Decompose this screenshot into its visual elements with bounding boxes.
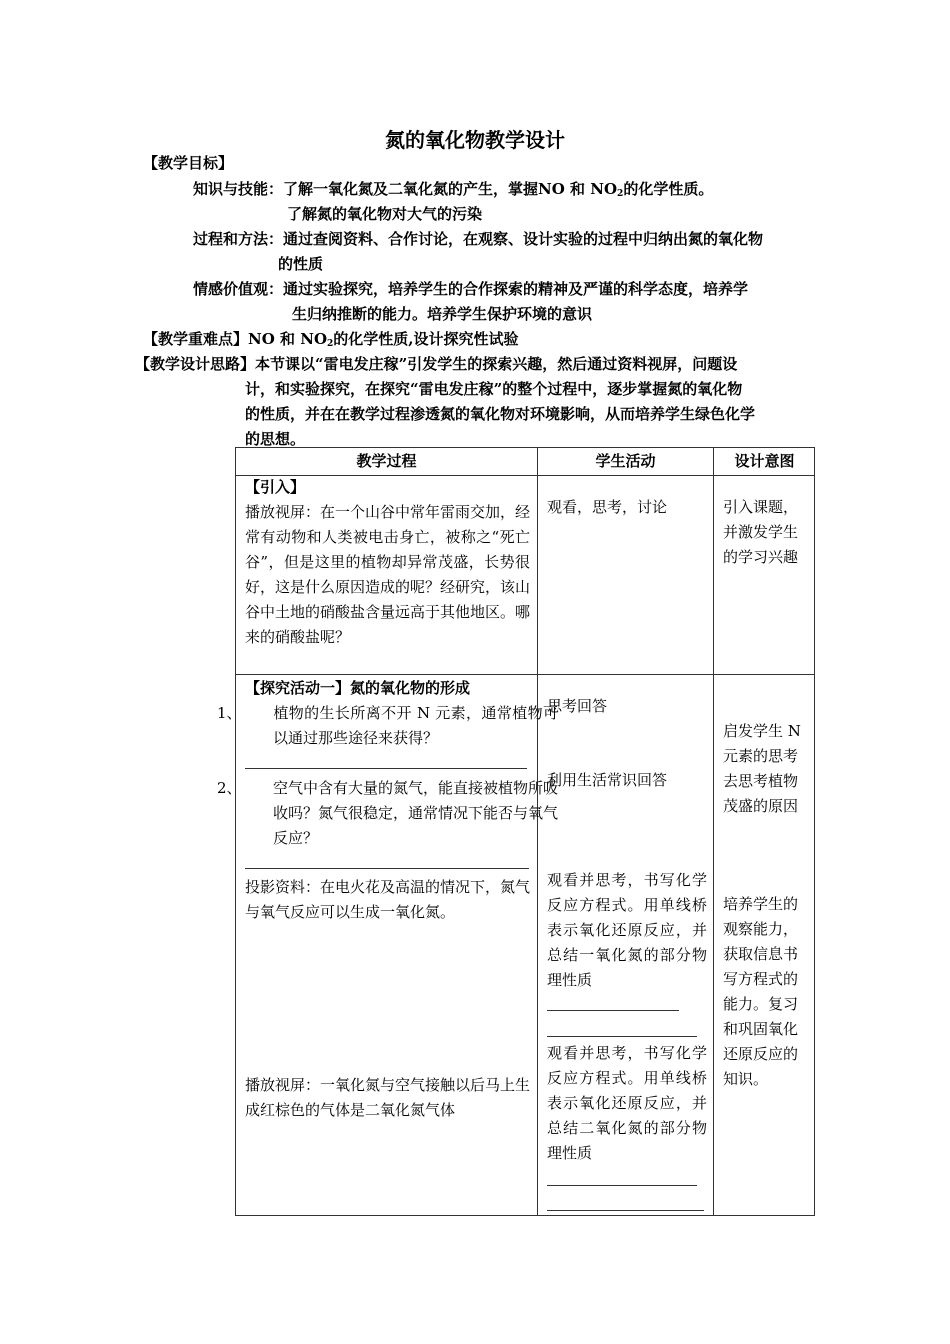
- question-2-text: 空气中含有大量的氮气，能直接被植物所吸收吗？氮气很稳定，通常情况下能否与氧气反应？: [273, 779, 559, 847]
- question-2-number: 2、: [217, 779, 242, 797]
- keypoints-heading: 【教学重难点】: [143, 330, 249, 348]
- design-line-1: [135, 353, 737, 374]
- process-label: 过程和方法：: [193, 230, 284, 248]
- design-line-2: 计，和实验探究，在探究“雷电发庄稼”的整个过程中，逐步掌握氮的氧化物: [245, 380, 743, 398]
- activity-no2-equation: 观看并思考，书写化学反应方程式。用单线桥表示氧化还原反应，并总结二氧化氮的部分物理性质: [547, 1044, 707, 1162]
- lesson-table: [217, 447, 815, 1216]
- intro-activity: 观看，思考，讨论: [547, 498, 668, 516]
- emotion-line-2: 生归纳推断的能力。培养学生保护环境的意识: [292, 305, 593, 323]
- emotion-line-1: [193, 278, 748, 299]
- question-1-text: 植物的生长所离不开 N 元素，通常植物可以通过那些途径来获得？: [273, 704, 558, 747]
- knowledge-no: NO: [538, 180, 565, 198]
- answer-line: [547, 1210, 704, 1211]
- design-line-4: 的思想。: [245, 430, 306, 448]
- intent-n-element: 启发学生 N 元素的思考去思考植物茂盛的原因: [723, 722, 801, 815]
- knowledge-label: 知识与技能：: [193, 180, 284, 198]
- intro-text: 播放视屏：在一个山谷中常年雷雨交加，经常有动物和人类被电击身亡，被称之“死亡谷”，但是这里的植物却异常茂盛，长势很好，这是什么原因造成的呢？经研究，该山谷中土地的硝酸盐含量远高于其他地区。哪来的硝酸盐呢？: [245, 503, 531, 646]
- objectives-heading: 【教学目标】: [143, 154, 234, 172]
- column-divider: [713, 448, 714, 1215]
- answer-line: [245, 768, 527, 769]
- knowledge-line-1: [193, 178, 713, 199]
- header-process: 教学过程: [356, 452, 417, 470]
- design-text-1: 本节课以“雷电发庄稼”引发学生的探索兴趣，然后通过资料视屏，问题设: [255, 355, 738, 373]
- keypoints-subscript: 2: [327, 339, 334, 349]
- keypoints-text-b: 的化学性质,设计探究性试验: [333, 330, 519, 348]
- question-2: [217, 776, 559, 851]
- intro-intent: 引入课题，并激发学生的学习兴趣: [723, 498, 799, 566]
- process-line-1: [193, 228, 763, 249]
- intent-observation: 培养学生的观察能力，获取信息书写方程式的能力。复习和巩固氧化还原反应的知识。: [723, 895, 799, 1088]
- keypoints-text-a: NO 和 NO: [248, 330, 328, 348]
- page-title: 氮的氧化物教学设计: [385, 128, 565, 152]
- row-divider: [236, 674, 814, 675]
- design-line-3: 的性质，并在在教学过程渗透氮的氧化物对环境影响，从而培养学生绿色化学: [245, 405, 756, 423]
- process-text: 通过查阅资料、合作讨论，在观察、设计实验的过程中归纳出氮的氧化物: [283, 230, 764, 248]
- emotion-text: 通过实验探究，培养学生的合作探索的精神及严谨的科学态度，培养学: [283, 280, 749, 298]
- question-1: [217, 701, 558, 751]
- knowledge-text-b: 的化学性质。: [623, 180, 714, 198]
- emotion-label: 情感价值观：: [193, 280, 284, 298]
- projection-text: 投影资料：在电火花及高温的情况下，氮气与氧气反应可以生成一氧化氮。: [245, 878, 531, 921]
- design-heading: 【教学设计思路】: [135, 355, 256, 373]
- activity-no-equation: 观看并思考，书写化学反应方程式。用单线桥表示氧化还原反应，并总结一氧化氮的部分物理性质: [547, 871, 707, 989]
- process-line-2: 的性质: [278, 255, 324, 273]
- activity-think-answer: 思考回答: [547, 697, 608, 715]
- video-text: 播放视屏：一氧化氮与空气接触以后马上生成红棕色的气体是二氧化氮气体: [245, 1076, 531, 1119]
- answer-line: [547, 1185, 697, 1186]
- row-divider: [236, 475, 814, 476]
- header-intent: 设计意图: [734, 452, 795, 470]
- answer-line: [547, 1036, 697, 1037]
- answer-line: [245, 868, 529, 869]
- answer-line: [547, 1010, 679, 1011]
- knowledge-and: 和: [564, 180, 591, 198]
- header-activity: 学生活动: [595, 452, 656, 470]
- intro-heading: 【引入】: [245, 478, 306, 496]
- knowledge-no2-subscript: 2: [617, 189, 624, 199]
- explore-heading: 【探究活动一】氮的氧化物的形成: [245, 679, 471, 697]
- question-1-number: 1、: [217, 704, 242, 722]
- knowledge-no2: NO: [590, 180, 618, 198]
- knowledge-text-a: 了解一氧化氮及二氧化氮的产生，掌握: [283, 180, 539, 198]
- knowledge-line-2: 了解氮的氧化物对大气的污染: [287, 205, 483, 223]
- activity-common-sense: 利用生活常识回答: [547, 771, 668, 789]
- keypoints-line: [143, 328, 519, 349]
